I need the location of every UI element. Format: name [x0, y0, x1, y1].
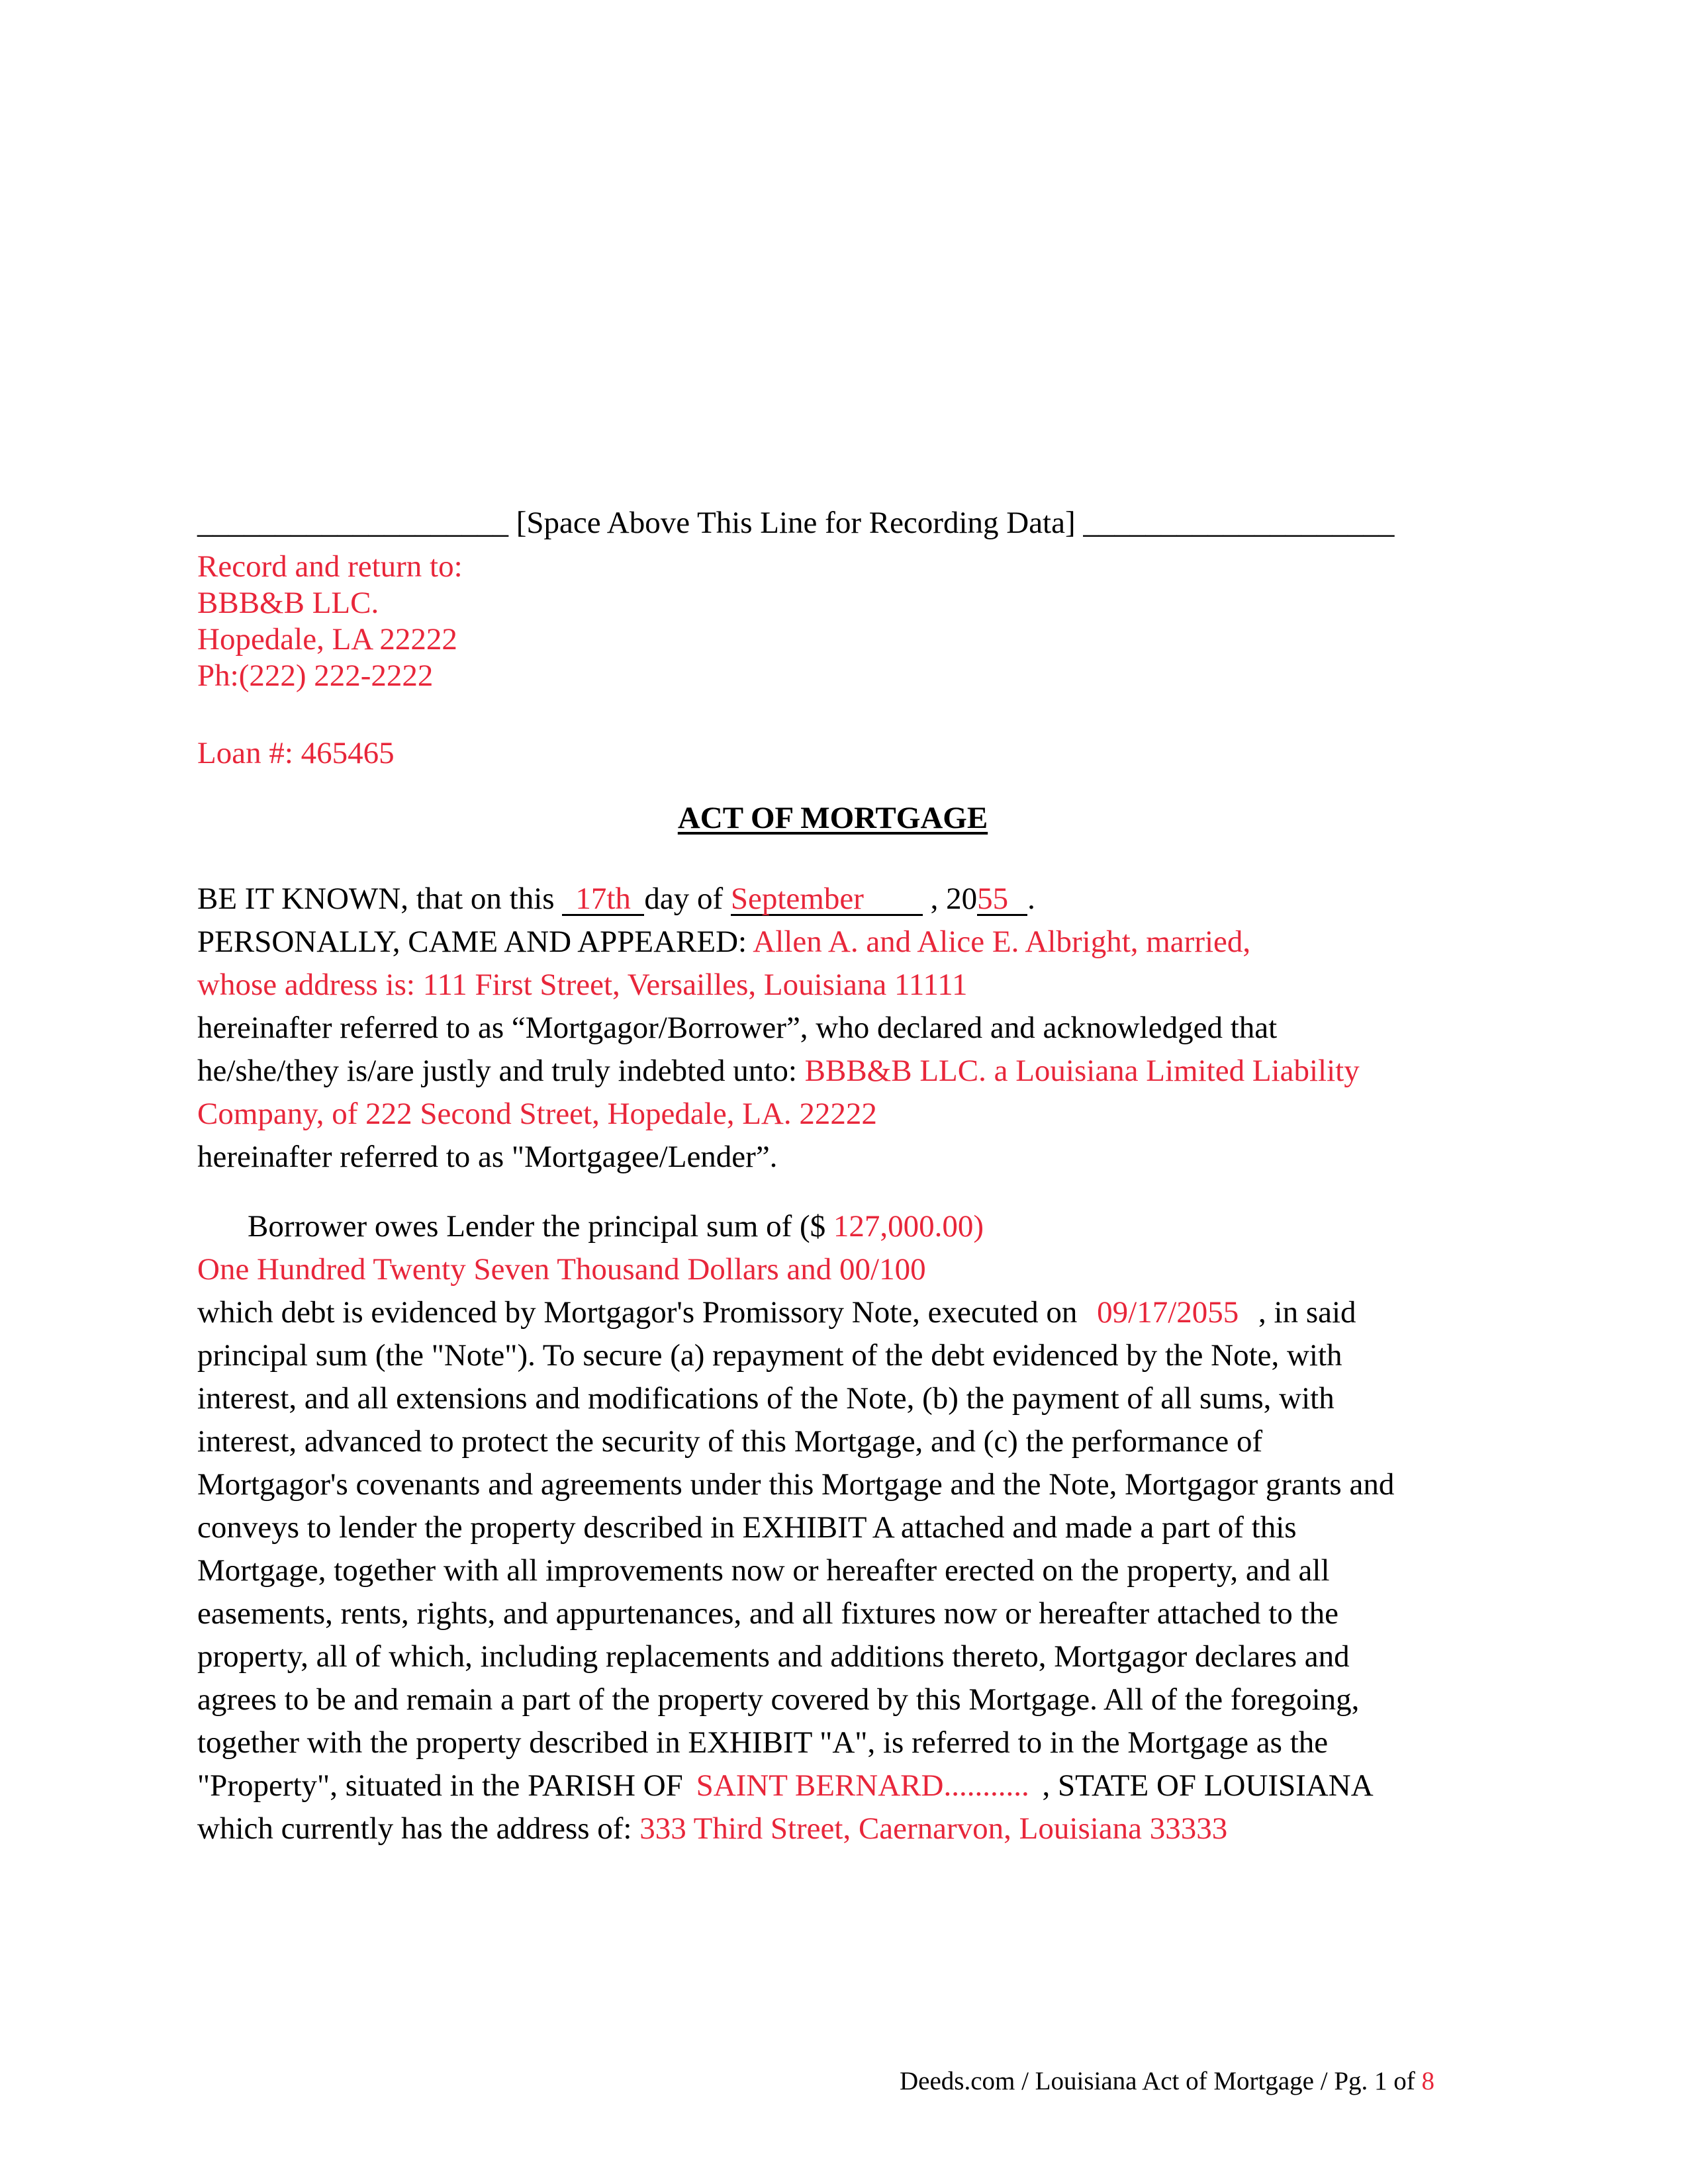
return-name: BBB&B LLC. — [197, 586, 379, 620]
property-address-value: 333 Third Street, Caernarvon, Louisiana 33333 — [639, 1811, 1228, 1846]
month-value: September — [730, 882, 864, 916]
body-line: interest, and all extensions and modifications of the Note, (b) the payment of all sums, with — [197, 1381, 1335, 1416]
parish-pre: "Property", situated in the PARISH OF — [197, 1768, 683, 1803]
return-heading: Record and return to: — [197, 549, 463, 584]
return-city: Hopedale, LA 22222 — [197, 622, 457, 657]
loan-number: 465465 — [301, 736, 395, 770]
indebted-line — [197, 1050, 1468, 1093]
recording-data-line — [197, 502, 1468, 545]
property-address-pre: which currently has the address of: — [197, 1811, 632, 1846]
appeared-label: PERSONALLY, CAME AND APPEARED: — [197, 925, 747, 959]
borrowers-value: Allen A. and Alice E. Albright, married, — [753, 925, 1251, 959]
principal-section — [197, 1205, 1468, 1850]
known-line — [197, 878, 1468, 921]
principal-intro: Borrower owes Lender the principal sum of ($ — [248, 1209, 826, 1244]
month-field — [731, 884, 923, 916]
parish-line — [197, 1764, 1468, 1807]
body-line: Mortgage, together with all improvements now or hereafter erected on the property, and all — [197, 1553, 1330, 1588]
body-line: interest, advanced to protect the security of this Mortgage, and (c) the performance of — [197, 1424, 1263, 1459]
body-line: property, all of which, including replacements and additions thereto, Mortgagor declares and — [197, 1639, 1350, 1674]
lender-value-1: BBB&B LLC. a Louisiana Limited Liability — [804, 1054, 1360, 1088]
recording-label: [Space Above This Line for Recording Data] — [516, 506, 1076, 540]
appeared-line — [197, 921, 1468, 964]
principal-words: One Hundred Twenty Seven Thousand Dollars and 00/100 — [197, 1252, 926, 1287]
property-address-line — [197, 1807, 1468, 1850]
note-date: 09/17/2055 — [1097, 1295, 1239, 1330]
parish-value: SAINT BERNARD........... — [696, 1768, 1029, 1803]
footer-total-pages: 8 — [1421, 2067, 1434, 2095]
body-line: conveys to lender the property described in EXHIBIT A attached and made a part of this — [197, 1510, 1297, 1545]
return-phone: Ph:(222) 222-2222 — [197, 659, 434, 693]
body-line: easements, rents, rights, and appurtenances, and all fixtures now or hereafter attached to the — [197, 1596, 1338, 1631]
lender-value-2: Company, of 222 Second Street, Hopedale, LA. 22222 — [197, 1097, 877, 1131]
body-line: agrees to be and remain a part of the property covered by this Mortgage. All of the foregoing, — [197, 1682, 1360, 1717]
principal-line — [197, 1205, 1468, 1248]
principal-amount: 127,000.00) — [833, 1209, 984, 1244]
document-title: ACT OF MORTGAGE — [677, 801, 988, 835]
loan-label: Loan #: — [197, 736, 293, 770]
referred-borrower-line: hereinafter referred to as “Mortgagor/Borrower”, who declared and acknowledged that — [197, 1011, 1278, 1045]
indebted-text: he/she/they is/are justly and truly indebted unto: — [197, 1054, 797, 1088]
note-pre: which debt is evidenced by Mortgagor's Promissory Note, executed on — [197, 1295, 1078, 1330]
day-value: 17th — [575, 882, 631, 916]
day-field — [562, 884, 644, 916]
recording-right-rule: ____________________ — [1083, 506, 1395, 540]
known-intro: BE IT KNOWN, that on this — [197, 882, 555, 916]
borrower-address: whose address is: 111 First Street, Versailles, Louisiana 11111 — [197, 968, 968, 1002]
body-line: Mortgagor's covenants and agreements under this Mortgage and the Note, Mortgagor grants and — [197, 1467, 1395, 1502]
known-end: . — [1027, 882, 1035, 916]
return-to-block — [197, 549, 1468, 694]
year-field — [977, 884, 1027, 916]
document-body — [197, 502, 1468, 1850]
parish-post: , STATE OF LOUISIANA — [1042, 1768, 1374, 1803]
body-line: principal sum (the "Note"). To secure (a) repayment of the debt evidenced by the Note, with — [197, 1338, 1342, 1373]
footer-text: Deeds.com / Louisiana Act of Mortgage / Pg. 1 of — [899, 2067, 1415, 2095]
year-separator: , 20 — [930, 882, 978, 916]
known-section — [197, 878, 1468, 1179]
recording-left-rule: ____________________ — [197, 506, 508, 540]
day-of-text: day of — [644, 882, 724, 916]
note-line — [197, 1291, 1468, 1334]
page-footer — [900, 2065, 1434, 2098]
loan-number-line — [197, 735, 1468, 772]
year-value: 55 — [977, 882, 1009, 916]
body-line: together with the property described in EXHIBIT "A", is referred to in the Mortgage as the — [197, 1725, 1329, 1760]
referred-lender-line: hereinafter referred to as "Mortgagee/Lender”. — [197, 1140, 778, 1174]
note-post: , in said — [1258, 1295, 1356, 1330]
